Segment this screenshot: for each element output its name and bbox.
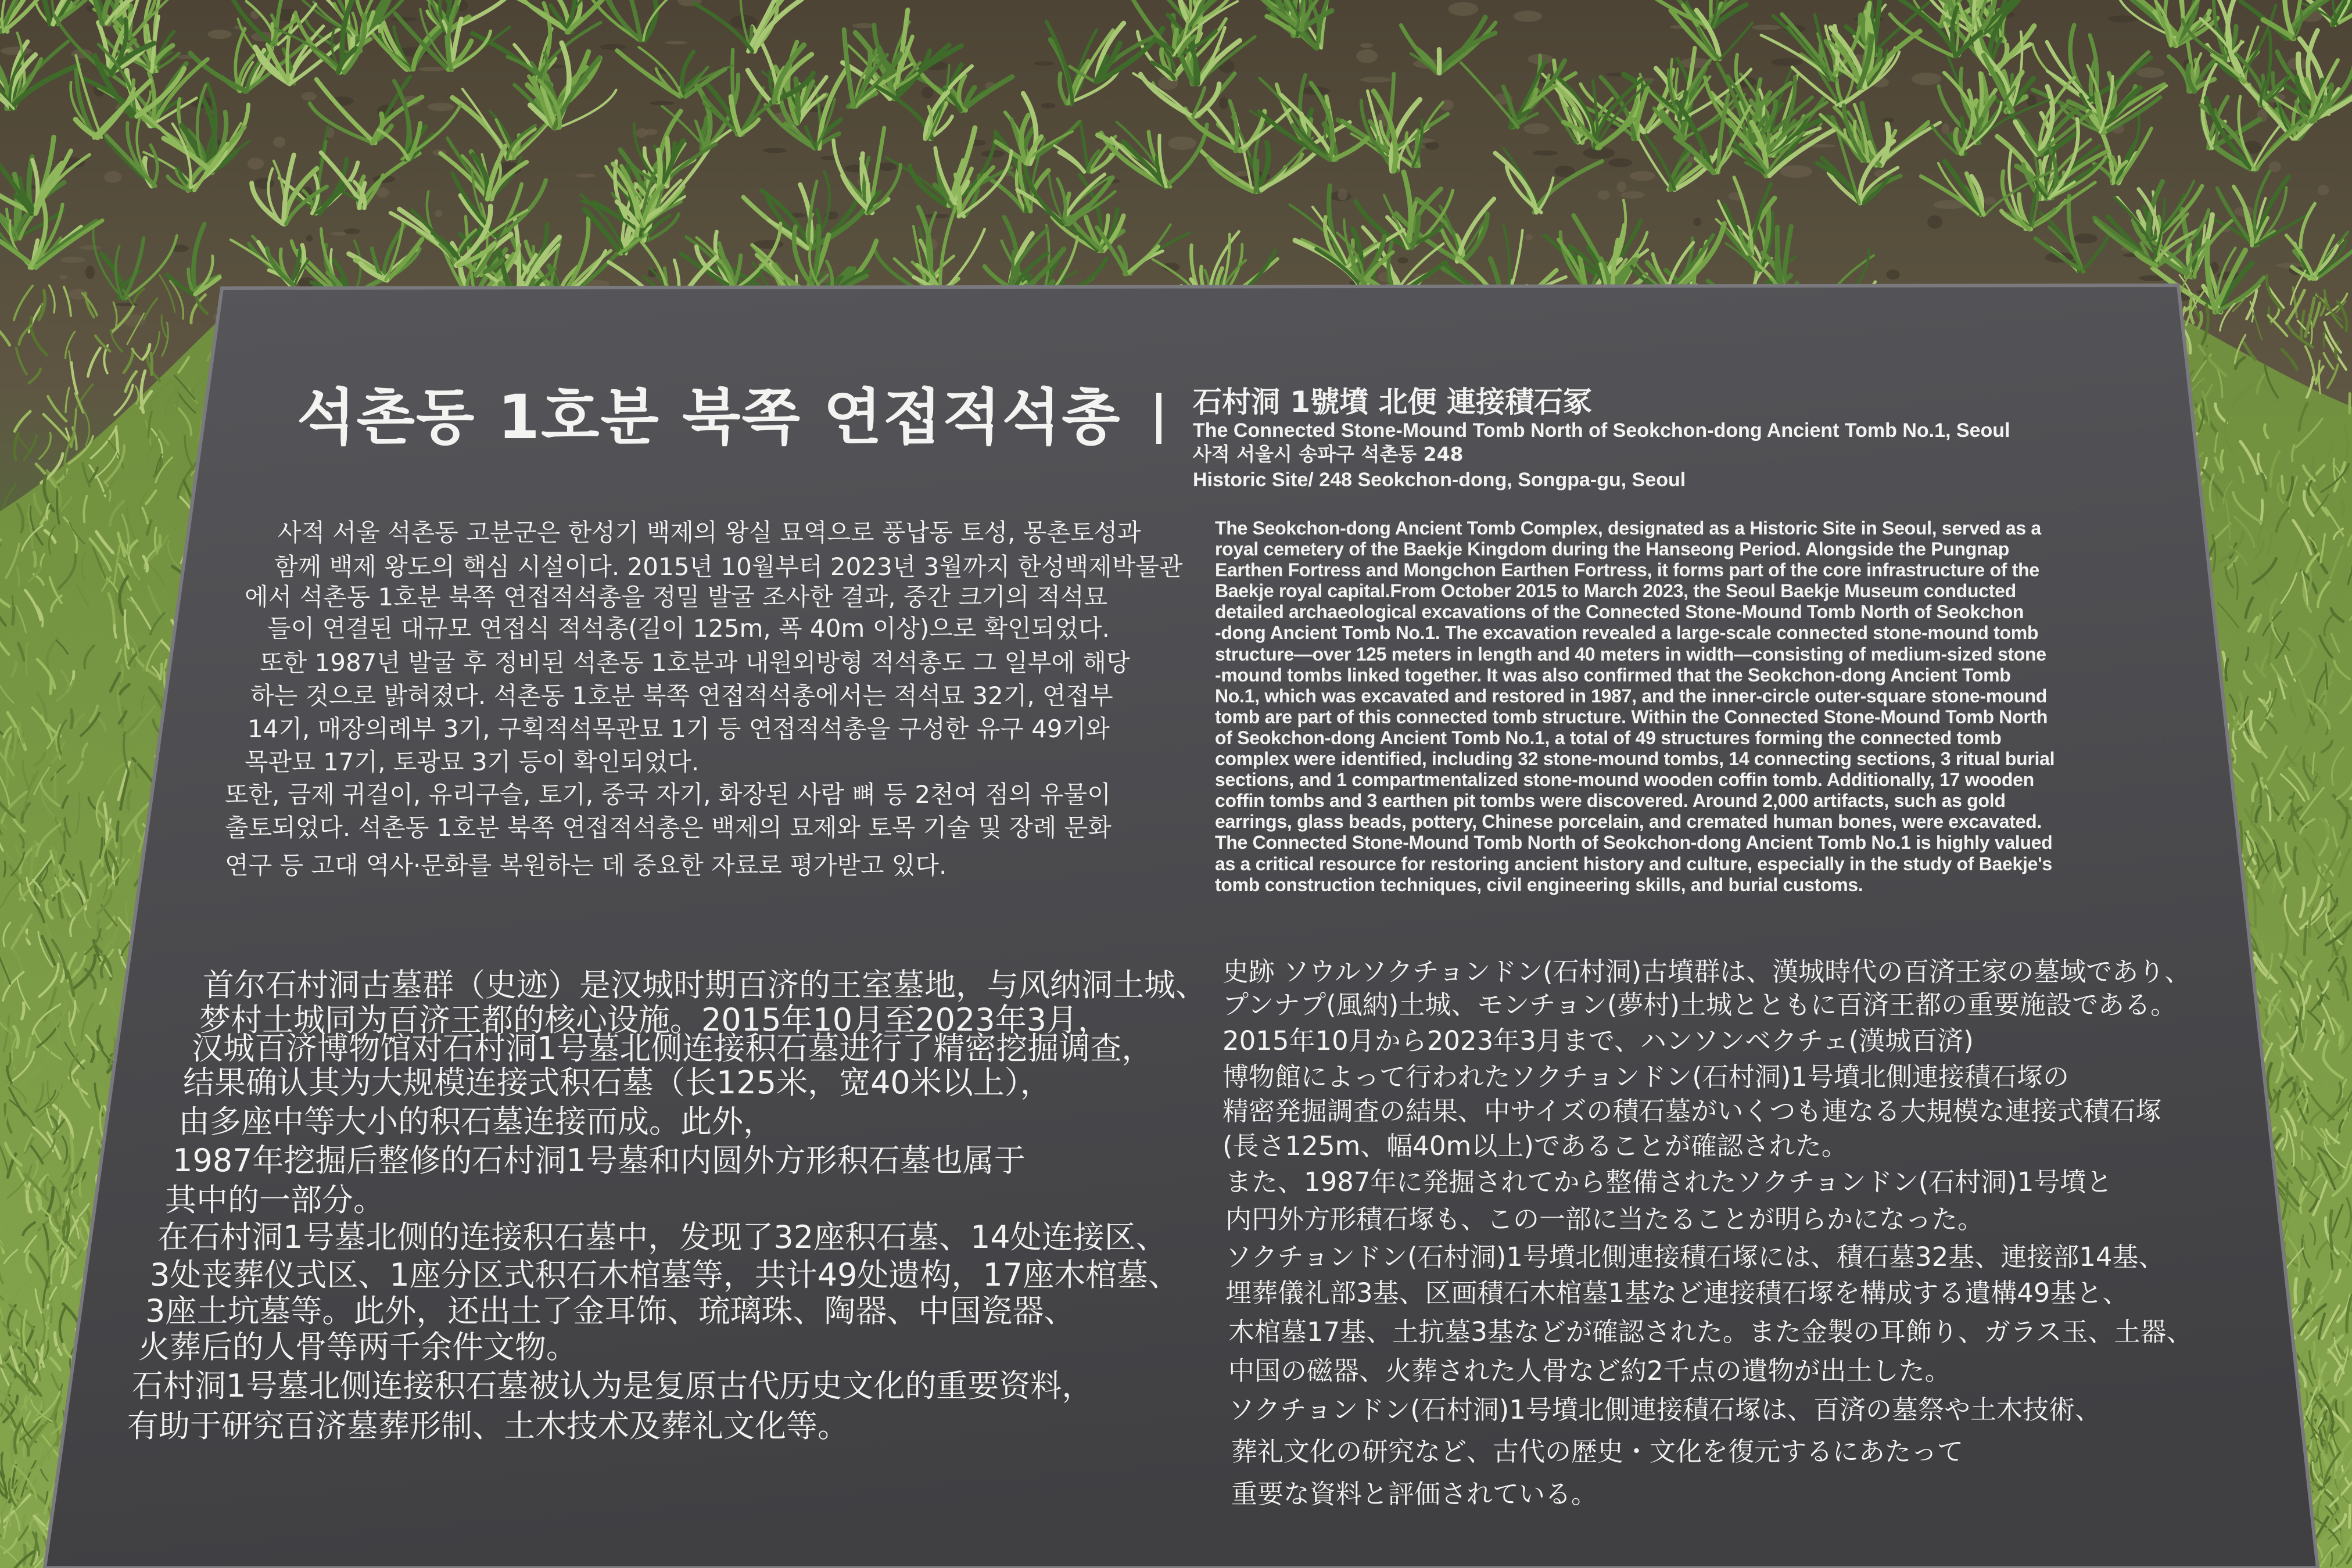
sign-address-english: Historic Site/ 248 Seokchon-dong, Songpa-gu, Seoul	[1193, 469, 1686, 491]
sign-address-korean: 사적 서울시 송파구 석촌동 248	[1193, 443, 1464, 465]
chinese-text-line: 结果确认其为大规模连接式积石墓（长125米，宽40米以上），	[183, 1064, 1052, 1101]
japanese-text-line: 中国の磁器、火葬された人骨など約2千点の遺物が出土した。	[1228, 1355, 1951, 1386]
chinese-text-line: 汉城百济博物馆对石村洞1号墓北侧连接积石墓进行了精密挖掘调查，	[192, 1030, 1153, 1067]
english-text-line: Baekje royal capital.From October 2015 to March 2023, the Seoul Baekje Museum conducted	[1215, 580, 2016, 602]
japanese-text-line: 精密発掘調査の結果、中サイズの積石墓がいくつも連なる大規模な連接式積石塚	[1222, 1096, 2162, 1126]
chinese-text-line: 由多座中等大小的积石墓连接而成。此外，	[178, 1103, 775, 1140]
chinese-text-line: 其中的一部分。	[165, 1182, 385, 1218]
japanese-text-line: 内円外方形積石塚も、この一部に当たることが明らかになった。	[1225, 1204, 1984, 1235]
japanese-text-line: ソクチョンドン(石村洞)1号墳北側連接積石塚には、積石墓32基、連接部14基、	[1225, 1242, 2165, 1272]
chinese-text-line: 3座土坑墓等。此外，还出土了金耳饰、琉璃珠、陶器、中国瓷器、	[145, 1293, 1075, 1329]
sign-title-english: The Connected Stone-Mound Tomb North of Seokchon-dong Ancient Tomb No.1, Seoul	[1193, 419, 2010, 442]
english-text-line: structure—over 125 meters in length and 40 meters in width—consisting of medium-sized stone	[1215, 643, 2046, 665]
english-text-line: complex were identified, including 32 stone-mound tombs, 14 connecting sections, 3 ritual burial	[1215, 748, 2055, 770]
japanese-text-line: 木棺墓17基、土抗墓3基などが確認された。また金製の耳飾り、ガラス玉、土器、	[1228, 1316, 2193, 1347]
english-text-line: royal cemetery of the Baekje Kingdom during the Hanseong Period. Alongside the Pungnap	[1215, 539, 2009, 560]
english-text-line: tomb are part of this connected tomb structure. Within the Connected Stone-Mound Tomb North	[1215, 706, 2048, 727]
english-text-line: detailed archaeological excavations of the Connected Stone-Mound Tomb North of Seokchon	[1215, 601, 2024, 623]
korean-text-line: 14기, 매장의례부 3기, 구획적석목관묘 1기 등 연접적석총을 구성한 유구 49기와	[248, 715, 1110, 743]
korean-text-line: 들이 연결된 대규모 연접식 적석총(길이 125m, 폭 40m 이상)으로 확인되었다.	[267, 614, 1110, 643]
korean-text-line: 연구 등 고대 역사·문화를 복원하는 데 중요한 자료로 평가받고 있다.	[225, 851, 947, 880]
japanese-text-line: 博物館によって行われたソクチョンドン(石村洞)1号墳北側連接積石塚の	[1222, 1061, 2069, 1092]
sign-title-korean: 석촌동 1호분 북쪽 연접적석총	[297, 382, 1121, 453]
japanese-text-line: プンナプ(風納)土城、モンチョン(夢村)土城とともに百済王都の重要施設である。	[1222, 989, 2177, 1020]
korean-text-line: 또한, 금제 귀걸이, 유리구슬, 토기, 중국 자기, 화장된 사람 뼈 등 2천여 점의 유물이	[225, 780, 1111, 809]
chinese-text-line: 火葬后的人骨等两千余件文物。	[138, 1329, 578, 1365]
english-text-line: No.1, which was excavated and restored in 1987, and the inner-circle outer-square stone-mound	[1215, 685, 2048, 706]
english-text-line: sections, and 1 compartmentalized stone-mound wooden coffin tomb. Additionally, 17 wooden	[1215, 769, 2034, 791]
english-text-line: coffin tombs and 3 earthen pit tombs were discovered. Around 2,000 artifacts, such as gold	[1215, 790, 2006, 812]
japanese-text-line: 重要な資料と評価されている。	[1231, 1479, 1598, 1509]
korean-text-line: 또한 1987년 발굴 후 정비된 석촌동 1호분과 내원외방형 적석총도 그 일부에 해당	[260, 648, 1130, 677]
english-text-line: -dong Ancient Tomb No.1. The excavation revealed a large-scale connected stone-mound tomb	[1215, 622, 2039, 644]
korean-text-line: 사적 서울 석촌동 고분군은 한성기 백제의 왕실 묘역으로 풍납동 토성, 몽촌토성과	[278, 518, 1141, 547]
korean-text-line: 하는 것으로 밝혀졌다. 석촌동 1호분 북쪽 연접적석총에서는 적석묘 32기, 연접부	[250, 681, 1113, 710]
english-text-line: of Seokchon-dong Ancient Tomb No.1, a total of 49 structures forming the connected tomb	[1215, 727, 2002, 748]
japanese-text-line: ソクチョンドン(石村洞)1号墳北側連接積石塚は、百済の墓祭や土木技術、	[1228, 1394, 2101, 1425]
english-text-line: Earthen Fortress and Mongchon Earthen Fortress, it forms part of the core infrastructure of the	[1215, 559, 2039, 581]
japanese-text-line: 埋葬儀礼部3基、区画積石木棺墓1基など連接積石塚を構成する遺構49基と、	[1225, 1278, 2129, 1308]
chinese-text-line: 有助于研究百济墓葬形制、土木技术及葬礼文化等。	[127, 1408, 849, 1444]
japanese-text-line: (長さ125m、幅40m以上)であることが確認された。	[1222, 1131, 1848, 1161]
chinese-text-line: 在石村洞1号墓北侧的连接积石墓中，发现了32座积石墓、14处连接区、	[157, 1219, 1167, 1255]
japanese-text-line: 葬礼文化の研究など、古代の歴史・文化を復元するにあたって	[1231, 1436, 1964, 1467]
english-text-line: tomb construction techniques, civil engineering skills, and burial customs.	[1215, 874, 1863, 895]
chinese-text-line: 1987年挖掘后整修的石村洞1号墓和内圆外方形积石墓也属于	[173, 1142, 1026, 1179]
english-text-line: The Seokchon-dong Ancient Tomb Complex, designated as a Historic Site in Seoul, served as a	[1215, 518, 2041, 539]
korean-text-line: 목관묘 17기, 토광묘 3기 등이 확인되었다.	[245, 748, 700, 776]
japanese-text-line: また、1987年に発掘されてから整備されたソクチョンドン(石村洞)1号墳と	[1225, 1167, 2113, 1197]
chinese-text-line: 石村洞1号墓北侧连接积石墓被认为是复原古代历史文化的重要资料，	[132, 1368, 1093, 1404]
japanese-text-line: 2015年10月から2023年3月まで、ハンソンベクチェ(漢城百済)	[1222, 1025, 1974, 1056]
english-text-line: The Connected Stone-Mound Tomb North of Seokchon-dong Ancient Tomb No.1 is highly valued	[1215, 832, 2053, 853]
chinese-text-line: 首尔石村洞古墓群（史迹）是汉城时期百济的王室墓地，与风纳洞土城、	[203, 967, 1207, 1003]
chinese-text-line: 梦村土城同为百济王都的核心设施。2015年10月至2023年3月，	[199, 1002, 1109, 1038]
japanese-text-line: 史跡 ソウルソクチョンドン(石村洞)古墳群は、漢城時代の百済王家の墓域であり、	[1222, 956, 2191, 987]
chinese-text-line: 3处丧葬仪式区、1座分区式积石木棺墓等，共计49处遗构，17座木棺墓、	[150, 1257, 1180, 1293]
sign-title-hanja: 石村洞 1號墳 北便 連接積石冢	[1193, 385, 1593, 419]
korean-text-line: 함께 백제 왕도의 핵심 시설이다. 2015년 10월부터 2023년 3월까지 한성백제박물관	[274, 552, 1183, 581]
english-text-line: as a critical resource for restoring ancient history and culture, especially in the study of Baekje's	[1215, 853, 2052, 874]
korean-text-line: 출토되었다. 석촌동 1호분 북쪽 연접적석총은 백제의 묘제와 토목 기술 및 장례 문화	[225, 813, 1112, 842]
english-text-line: earrings, glass beads, pottery, Chinese porcelain, and cremated human bones, were excavated.	[1215, 811, 2042, 833]
english-text-line: -mound tombs linked together. It was also confirmed that the Seokchon-dong Ancient Tomb	[1215, 664, 2011, 686]
korean-text-line: 에서 석촌동 1호분 북쪽 연접적석총을 정밀 발굴 조사한 결과, 중간 크기의 적석묘	[245, 583, 1108, 611]
